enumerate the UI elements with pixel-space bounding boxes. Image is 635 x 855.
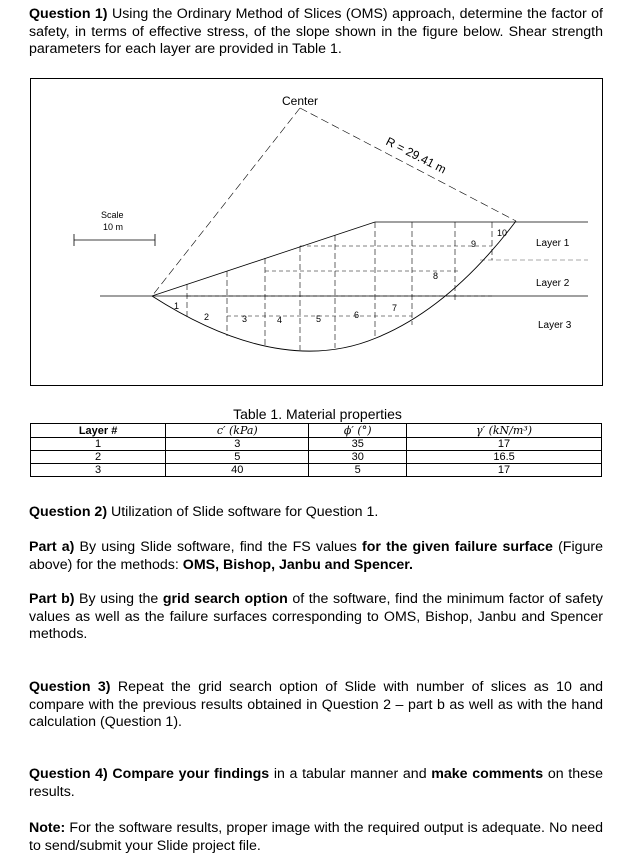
- table-cell: 1: [31, 438, 166, 451]
- part-b-label: Part b): [29, 591, 75, 607]
- question-3: [29, 679, 603, 732]
- slice-number: 8: [433, 271, 439, 281]
- note-text: For the software results, proper image with the required output is adequate. No need to send/submit your Slide project file.: [29, 820, 603, 854]
- table-cell: 35: [309, 438, 407, 451]
- slice-numbers: [174, 228, 507, 325]
- slope-face: [152, 222, 375, 296]
- part-b-text-1: By using the: [74, 591, 163, 607]
- question-1: [29, 6, 603, 59]
- slope-figure: [30, 78, 604, 388]
- slice-number: 5: [316, 314, 322, 324]
- slice-number: 10: [497, 228, 508, 238]
- table-cell: 3: [166, 438, 309, 451]
- part-a-text-2: (Figure above) for the methods:: [29, 539, 604, 573]
- interior-hatch: [187, 246, 492, 316]
- slice-lines: [187, 222, 492, 350]
- figure-border: [31, 79, 603, 386]
- question-4-label: Question 4): [29, 766, 108, 782]
- question-3-label: Question 3): [29, 679, 111, 695]
- header-layer: Layer #: [31, 424, 166, 438]
- table-cell: 3: [31, 464, 166, 477]
- radius-line-left: [152, 108, 300, 296]
- question-1-label: Question 1): [29, 6, 108, 22]
- part-b-text-2: of the software, find the minimum factor of safety values as well as the failure surfaces corresponding to OMS, Bishop, Janbu and Spencer methods.: [29, 591, 603, 642]
- slice-number: 1: [174, 301, 180, 311]
- question-4-text-2: on these results.: [29, 766, 604, 800]
- question-2-text: Utilization of Slide software for Question 1.: [107, 504, 379, 520]
- layer-2-label: Layer 2: [536, 278, 570, 289]
- question-4-text-1: in a tabular manner and: [269, 766, 432, 782]
- slice-number: 7: [392, 303, 398, 313]
- failure-arc: [152, 221, 516, 351]
- part-a-text-1: By using Slide software, find the FS values: [74, 539, 363, 555]
- slice-number: 3: [242, 314, 248, 324]
- table-cell: 40: [166, 464, 309, 477]
- header-unit-weight: γ′ (kN/m³): [407, 424, 602, 438]
- table-cell: 5: [309, 464, 407, 477]
- note-label: Note:: [29, 820, 66, 836]
- scale-bar: [74, 234, 155, 246]
- header-friction-angle: ϕ′ (°): [309, 424, 407, 438]
- table-row: [31, 438, 602, 451]
- slice-number: 9: [471, 239, 477, 249]
- material-properties-table: [30, 423, 602, 477]
- table-cell: 5: [166, 451, 309, 464]
- slice-number: 6: [354, 310, 360, 320]
- table-cell: 2: [31, 451, 166, 464]
- table-cell: 16.5: [407, 451, 602, 464]
- question-4-bold-2: make comments: [431, 766, 544, 782]
- note: [29, 820, 603, 855]
- question-1-text: Using the Ordinary Method of Slices (OMS) approach, determine the factor of safety, in terms of effective stress, of the slope shown in the figure below. Shear strength parameters for each layer are provided in Table 1.: [29, 6, 603, 57]
- part-a-label: Part a): [29, 539, 75, 555]
- table-caption: Table 1. Material properties: [233, 406, 402, 422]
- table-header-row: [31, 424, 602, 438]
- table-cell: 17: [407, 464, 602, 477]
- question-2-part-a: [29, 539, 603, 574]
- table-row: [31, 464, 602, 477]
- question-4-bold-1: Compare your findings: [107, 766, 270, 782]
- question-2-part-b: [29, 591, 603, 644]
- center-label: Center: [282, 94, 319, 108]
- question-3-text: Repeat the grid search option of Slide with number of slices as 10 and compare with the previous results obtained in Question 2 – part b as well as with the hand calculation (Question 1).: [29, 679, 604, 730]
- radius-label: R = 29.41 m: [383, 134, 449, 177]
- question-2-label: Question 2): [29, 504, 108, 520]
- question-4: [29, 766, 603, 801]
- table-row: [31, 451, 602, 464]
- question-2: [29, 504, 603, 522]
- layer-3-label: Layer 3: [538, 320, 572, 331]
- header-cohesion: c′ (kPa): [166, 424, 309, 438]
- part-a-bold-2: OMS, Bishop, Janbu and Spencer.: [182, 556, 413, 573]
- slice-number: 4: [277, 315, 283, 325]
- part-b-bold-1: grid search option: [162, 591, 288, 607]
- slice-number: 2: [204, 312, 210, 322]
- scale-label: Scale: [101, 210, 124, 220]
- radius-line-right: [300, 108, 516, 221]
- part-a-bold-1: for the given failure surface: [362, 539, 553, 555]
- table-cell: 17: [407, 438, 602, 451]
- scale-value: 10 m: [103, 222, 124, 232]
- table-cell: 30: [309, 451, 407, 464]
- layer-1-label: Layer 1: [536, 238, 570, 249]
